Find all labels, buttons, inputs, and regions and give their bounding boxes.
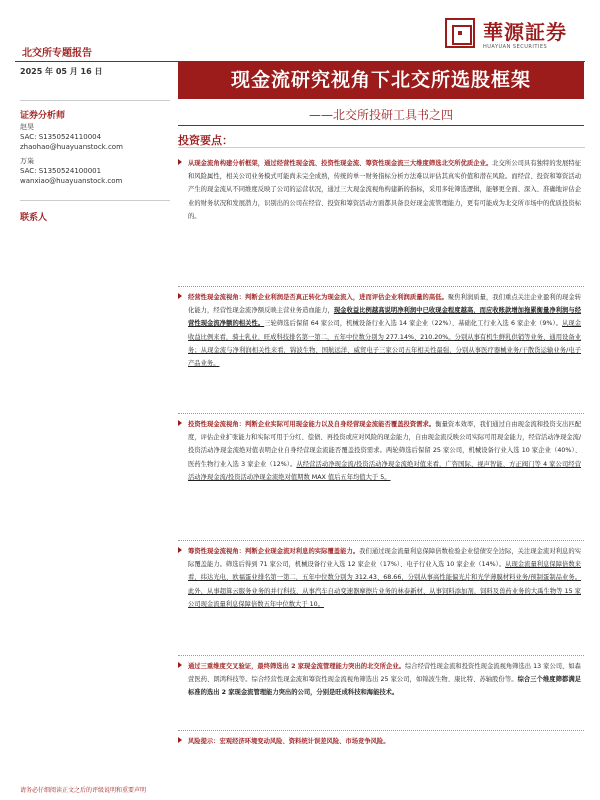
keypoints-title: 投资要点： xyxy=(178,134,233,147)
sidebar-divider xyxy=(20,200,170,201)
bullet-arrow-icon xyxy=(178,420,182,426)
keypoint-underline: 从经营活动净现金流/投资活动净现金流绝对值来看，广咨国际、视声智能、方正阀门等 4 家公司经营活动净现金流/投资活动净现金流绝对值期数 MAX 值后五年均值大于 5。 xyxy=(188,460,581,481)
analyst-name: 万枭 xyxy=(20,157,34,165)
keypoint-body: 北交所公司具有独特的发展特征和风险属性，相关公司业务模式可能尚未完全成熟，传统的单一财务指标分析方法难以评估其真实价值和潜在风险。而经营、投资和筹资活动产生的现金流从不同维度反映了公司的运营状况，通过三大现金流视角构建新的指标，采用多轮筛选逻辑，能够更全面、深入、准确地评估企业的财务状况和发展潜力，识别出的公司在经营、投资和筹资活动方面都具备良好现金流管理能力，更有可能成为北交所市场中的优质投资标的。 xyxy=(188,160,582,220)
paragraph-separator xyxy=(178,286,584,287)
keypoint-emphasis: 现金收益比例越高说明净利润中已收现金程度越高，而应收账款增加拖累衡量净利润与经营性现金流净额的相关性。 xyxy=(188,307,582,328)
analyst-email[interactable]: wanxiao@huayuanstock.com xyxy=(20,177,123,185)
paragraph-separator xyxy=(178,730,584,731)
bullet-arrow-icon xyxy=(178,293,182,299)
keypoint-body: 聚焦利润质量，我们重点关注企业盈利的现金转化能力，经营性现金流净额反映主营业务造血能力， xyxy=(188,294,582,315)
keypoint-body: 三轮筛选后保留 64 家公司，机械设备行业入选 14 家企业（22%）、基础化工行业入选 6 家企业（9%）。 xyxy=(264,320,562,328)
keypoint-head: 风险提示：宏观经济环境变动风险、资料统计误差风险、市场竞争风险。 xyxy=(188,738,390,745)
logo-seal-icon xyxy=(445,18,475,48)
bullet-arrow-icon xyxy=(178,737,182,743)
bullet-arrow-icon xyxy=(178,662,182,668)
paragraph-separator xyxy=(178,413,584,414)
paragraph-separator xyxy=(178,540,584,541)
bullet-arrow-icon xyxy=(178,547,182,553)
keypoint-paragraph xyxy=(188,545,581,611)
bullet-arrow-icon xyxy=(178,159,182,165)
analyst-name: 赵昊 xyxy=(20,123,34,131)
keypoint-head: 筹资性现金流视角：判断企业现金流对利息的实际覆盖能力。 xyxy=(188,548,360,555)
report-date: 2025 年 05 月 16 日 xyxy=(20,67,103,76)
keypoint-head: 从现金流角构建分析框架，通过经营性现金流、投资性现金流、筹资性现金流三大维度筛选北交所优质企业。 xyxy=(188,160,493,167)
keypoint-paragraph xyxy=(188,157,581,223)
footer-disclaimer: 请务必仔细阅读正文之后的评级说明和重要声明 xyxy=(20,787,147,794)
keypoint-emphasis: 综合三个维度筛都满足标准的选出 2 家现金流管理能力突出的公司，分别是旺成科技和海能技术。 xyxy=(188,676,581,697)
analyst-heading: 证券分析师 xyxy=(20,111,66,121)
keypoint-underline: 此外，从事超算云服务业务的并行科技、从事汽车自动变速器摩擦片业务的林泰新材、从事饲料添加剂、饲料及兽药业务的大禹生物等 15 家公司现金流量利息保障倍数五年中位数大于 10。 xyxy=(188,587,581,608)
analyst-email[interactable]: zhaohao@huayuanstock.com xyxy=(20,143,123,151)
logo-name-cn: 華源証券 xyxy=(483,20,567,44)
analyst-sac: SAC: S1350524110004 xyxy=(20,133,102,141)
page-subtitle: ——北交所投研工具书之四 xyxy=(308,108,453,122)
keypoint-body: 我们通过现金流量利息保障倍数检验企业偿债安全边际，关注现金流对利息的实际覆盖能力。筛选后得到 71 家公司，机械设备行业入选 12 家企业（17%）、电子行业入选 10 家企业（14%）。 xyxy=(188,548,582,569)
paragraph-separator xyxy=(178,655,584,656)
keypoint-head: 投资性现金流视角：判断企业实际可用现金能力以及自身经营现金流能否覆盖投资需求。 xyxy=(188,421,436,428)
analyst-sac: SAC: S1350524100001 xyxy=(20,167,102,175)
keypoint-underline: 从现金流量利息保障倍数来看，纬达光电、欧福蛋业排名第一第二，五年中位数分别为 312.43、68.66，分别从事高性能偏光片和光学薄膜材料业务/预制蛋制品业务。 xyxy=(188,561,581,582)
sidebar-divider xyxy=(20,100,170,101)
keypoint-body: 综合经营性现金流和投资性现金流视角筛选出 13 家公司，如森萱医药、朗鸿科技等。综合经营性现金流和筹资性现金流视角筛选出 25 家公司，如锦波生物、康比特、苏轴股份等。 xyxy=(188,663,581,684)
keypoints-divider xyxy=(178,147,585,148)
keypoint-head: 通过三重维度交叉验证，最终筛选出 2 家现金流管理能力突出的北交所企业。 xyxy=(188,663,405,670)
keypoint-paragraph xyxy=(188,660,581,700)
keypoint-paragraph xyxy=(188,291,581,370)
analyst-1 xyxy=(20,122,123,152)
analyst-2 xyxy=(20,156,122,186)
report-type: 北交所专题报告 xyxy=(22,48,92,59)
keypoint-paragraph xyxy=(188,418,581,484)
subtitle-divider xyxy=(178,125,584,126)
page-title: 现金流研究视角下北交所选股框架 xyxy=(178,61,584,99)
contact-heading: 联系人 xyxy=(20,213,48,223)
keypoint-underline: 从现金收益比例来看，骑士乳业、旺成科技排名第一第二，五年中位数分别为 277.14%、210.20%。分别从事有机生鲜乳供销等业务、通用设备业务；从现金流与净利润相关性来看，锦波生物、国航远洋、威贸电子三家公司五年相关性最强，分别从事医疗器械业务/干散货运输业务/电子产品业务。 xyxy=(188,320,581,368)
keypoint-body: 衡量资本效率，我们通过自由现金流和投资支出匹配度，评估企业扩张能力和实际可用于分红、偿债、再投资或应对风险的现金能力，自由现金流反映公司实际可用现金能力，经营活动净现金流/投资活动净现金流绝对值表明企业自身经营现金流能否覆盖投资需求。两轮筛选后保留 25 家公司，机械设备行业入选 10 家企业（40%）、医药生物行业入选 3 家企业（12%）。 xyxy=(188,421,582,468)
company-logo xyxy=(445,14,585,56)
keypoint-head: 经营性现金流视角：判断企业利润是否真正转化为现金流入，进而评估企业利润质量的高低。 xyxy=(188,294,448,301)
keypoint-paragraph xyxy=(188,735,581,748)
logo-name-en: HUAYUAN SECURITIES xyxy=(483,44,548,50)
